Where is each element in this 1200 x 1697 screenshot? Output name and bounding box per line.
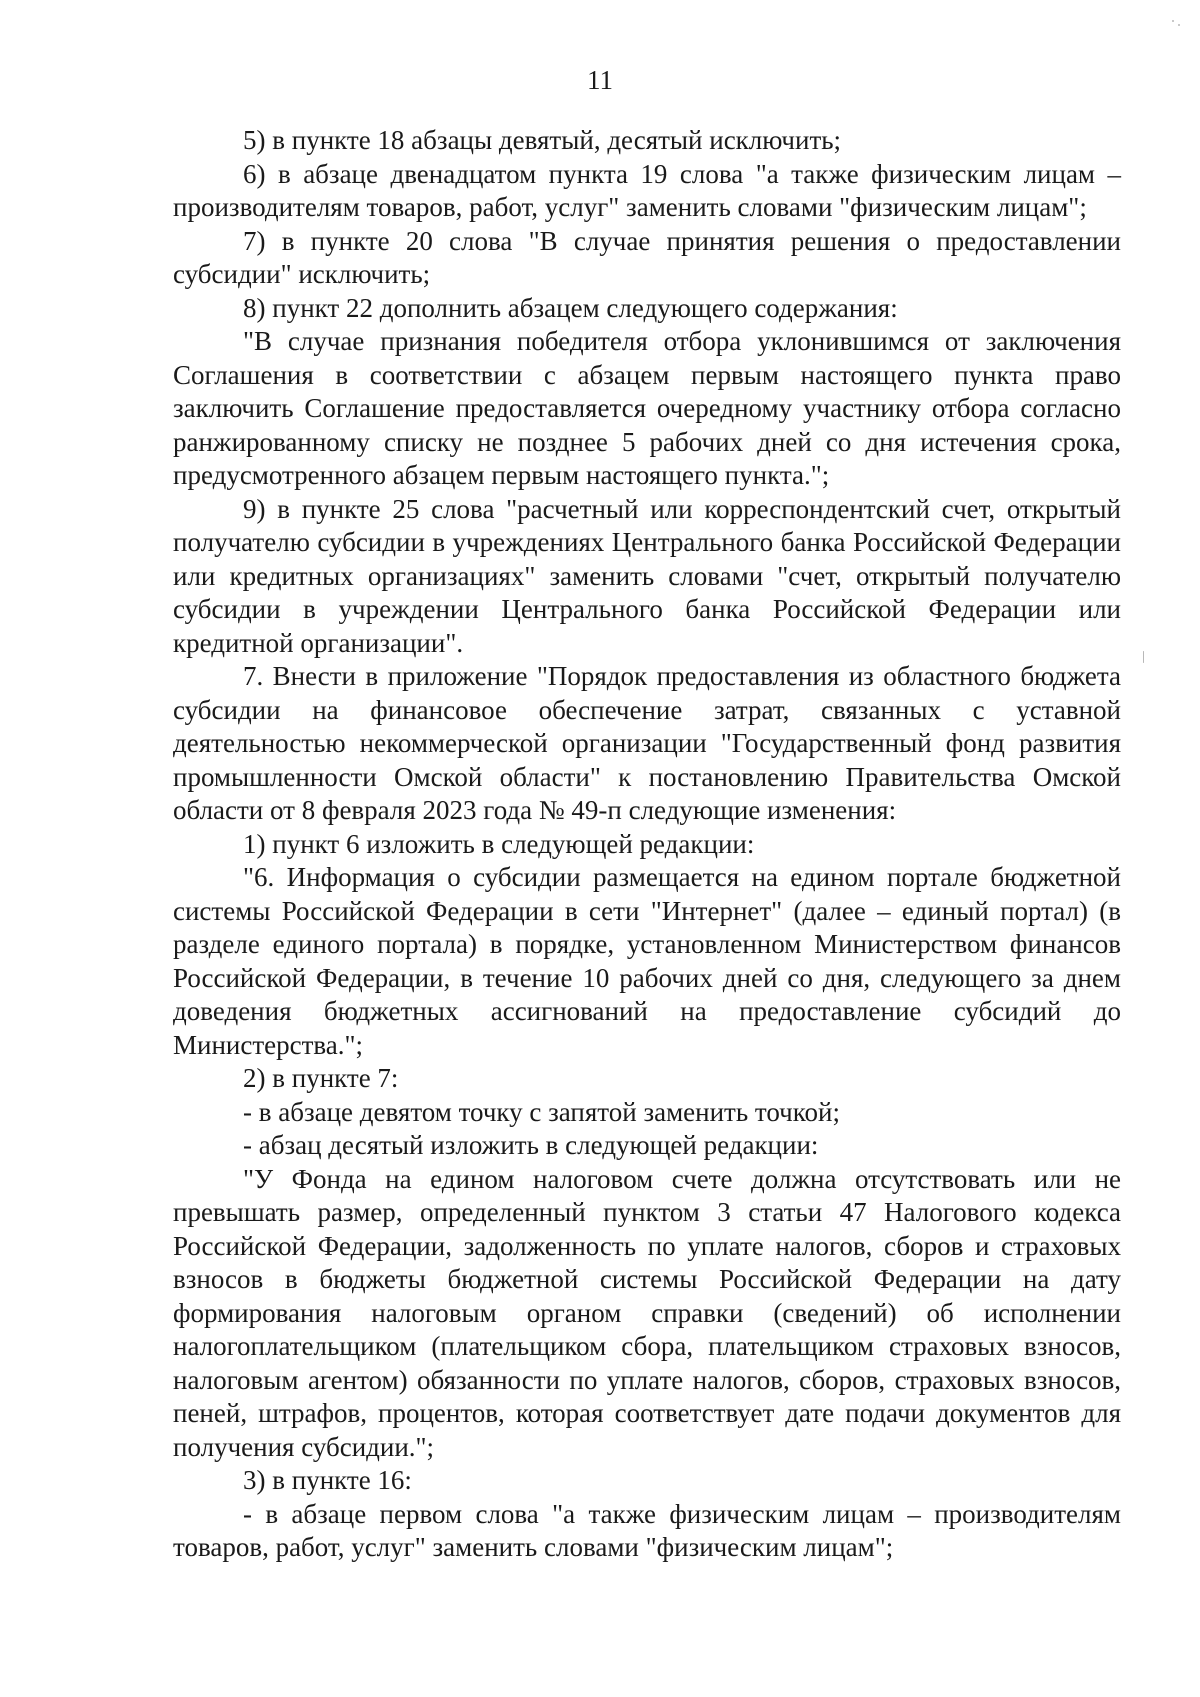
paragraph-dash-item: - в абзаце первом слова "а также физическим лицам – производителям товаров, работ, услуг" заменить словами "физическим лицам"; [173,1498,1121,1562]
scan-speck [1172,20,1174,22]
paragraph-quote-fund-debt: "У Фонда на едином налоговом счете должна отсутствовать или не превышать размер, определенный пунктом 3 статьи 47 Налогового кодекса Российской Федерации, задолженность по уплате налогов, сборов и страховых взносов в бюджеты бюджетной системы Российской Федерации на дату формирования налоговым органом справки (сведений) об исполнении налогоплательщиком (плательщиком сбора, плательщиком страховых взносов, налоговым агентом) обязанности по уплате налогов, сборов, страховых взносов, пеней, штрафов, процентов, которая соответствует дате подачи документов для получения субсидии."; [173,1163,1121,1462]
paragraph-subitem-2: 2) в пункте 7: [243,1063,399,1093]
paragraph-item-8: 8) пункт 22 дополнить абзацем следующего содержания: [243,292,898,323]
paragraph-subitem-1: 1) пункт 6 изложить в следующей редакции: [243,828,755,859]
paragraph-item-9: 9) в пункте 25 слова "расчетный или корреспондентский счет, открытый получателю субсидии в учреждениях Центрального банка Российской Федерации или кредитных организациях" заменить словами "счет, открытый получателю субсидии в учреждении Центрального банка Российской Федерации или кредитной организации". [173,493,1121,658]
paragraph-dash-item: - абзац десятый изложить в следующей редакции: [243,1130,819,1160]
paragraph-item-7: 7) в пункте 20 слова "В случае принятия решения о предоставлении субсидии" исключить; [173,225,1121,289]
page-number: 11 [587,65,613,95]
paragraph-quote-clause-22: "В случае признания победителя отбора уклонившимся от заключения Соглашения в соответствии с абзацем первым настоящего пункта право заключить Соглашение предоставляется очередному участнику отбора согласно ранжированному списку не позднее 5 рабочих дней со дня истечения срока, предусмотренного абзацем первым настоящего пункта."; [173,326,1121,490]
scan-speck [1178,24,1180,26]
paragraph-subitem-3: 3) в пункте 16: [243,1465,412,1495]
paragraph-quote-clause-6: "6. Информация о субсидии размещается на едином портале бюджетной системы Российской Федерации в сети "Интернет" (далее – единый портал) (в разделе единого портала) в порядке, установленном Министерством финансов Российской Федерации, в течение 10 рабочих дней со дня, следующего за днем доведения бюджетных ассигнований на предоставление субсидий до Министерства."; [173,862,1121,1060]
document-body [173,124,1121,1565]
paragraph-section-7: 7. Внести в приложение "Порядок предоставления из областного бюджета субсидии на финансовое обеспечение затрат, связанных с уставной деятельностью некоммерческой организации "Государственный фонд развития промышленности Омской области" к постановлению Правительства Омской области от 8 февраля 2023 года № 49-п следующие изменения: [173,661,1121,825]
paragraph-item-5: 5) в пункте 18 абзацы девятый, десятый исключить; [243,125,842,155]
paragraph-item-6: 6) в абзаце двенадцатом пункта 19 слова "а также физическим лицам – производителям товаров, работ, услуг" заменить словами "физическим лицам"; [173,158,1121,222]
scan-speck [1143,651,1144,663]
paragraph-dash-item: - в абзаце девятом точку с запятой заменить точкой; [243,1096,840,1127]
